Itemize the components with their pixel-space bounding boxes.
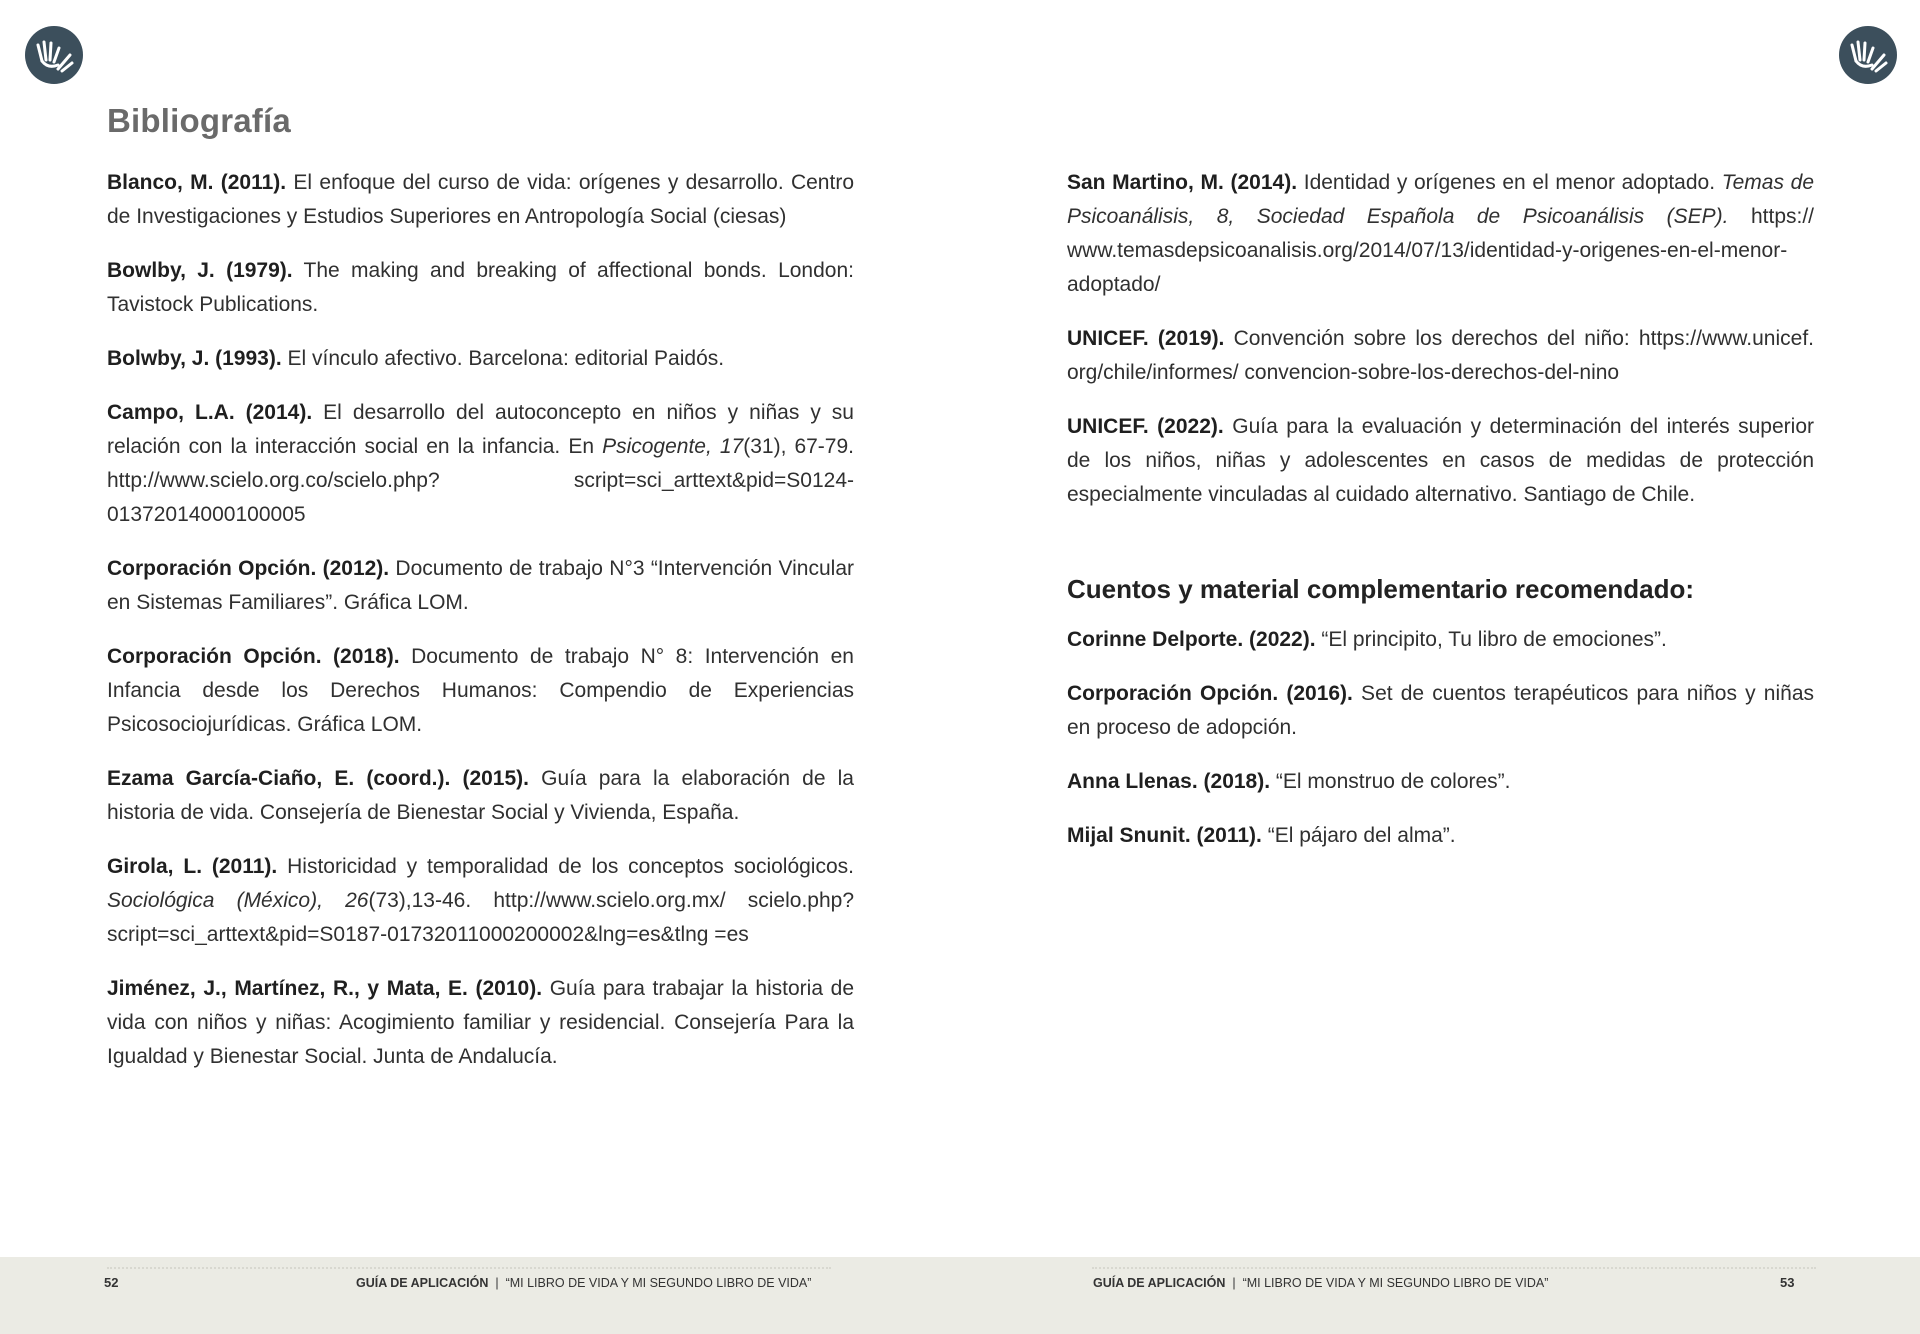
bibliography-entry <box>1067 819 1814 853</box>
book-title: “MI LIBRO DE VIDA Y MI SEGUNDO LIBRO DE VIDA” <box>505 1276 812 1290</box>
bibliography-entry <box>1067 623 1814 657</box>
entry-author: Anna Llenas. (2018). <box>1067 770 1271 793</box>
entry-author: Mijal Snunit. (2011). <box>1067 824 1262 847</box>
entry-text: “El pájaro del alma”. <box>1261 824 1456 847</box>
page-number-right: 53 <box>1780 1275 1795 1290</box>
bibliography-entry <box>107 762 854 830</box>
entry-text: El enfoque del curso de vida: orígenes y desarrollo. Centro de Investigaciones y Estudios Superiores en Antropología Social (ciesas) <box>107 171 854 228</box>
entry-author: Bowlby, J. (1979). <box>107 259 293 282</box>
entry-author: UNICEF. (2019). <box>1067 327 1225 350</box>
page-number-left: 52 <box>104 1275 119 1290</box>
separator: | <box>1232 1276 1236 1290</box>
bibliography-entry <box>107 166 854 234</box>
entry-text: Identidad y orígenes en el menor adoptado. <box>1297 171 1722 194</box>
entry-source: Sociológica (México), 26 <box>107 889 369 912</box>
entry-text: Guía para trabajar la historia de vida con niños y niñas: Acogimiento familiar y residencial. Consejería Para la Igualdad y Bienestar Social. Junta de Andalucía. <box>107 977 855 1068</box>
bibliography-entry <box>107 254 854 322</box>
entry-text: The making and breaking of affectional bonds. London: Tavistock Publications. <box>107 259 854 316</box>
bibliography-list-left <box>107 166 854 1094</box>
entry-author: Campo, L.A. (2014). <box>107 401 313 424</box>
entry-text: El desarrollo del autoconcepto en niños y niñas y su relación con la interacción social en la infancia. En <box>107 401 854 458</box>
entry-text: Documento de trabajo N° 8: Intervención en Infancia desde los Derechos Humanos: Compendio de Experiencias Psicosociojurídicas. Gráfica LOM. <box>107 645 854 736</box>
entry-text: Convención sobre los derechos del niño: https://www.unicef. org/chile/informes/ convencion-sobre-los-derechos-del-nino <box>1067 327 1815 384</box>
bibliography-entry <box>107 396 854 532</box>
entry-author: Girola, L. (2011). <box>107 855 278 878</box>
bibliography-entry <box>1067 765 1814 799</box>
footer <box>0 1257 1920 1334</box>
footer-divider <box>107 1267 831 1269</box>
recommended-heading: Cuentos y material complementario recomendado: <box>1067 574 1695 604</box>
recommended-list <box>1067 623 1814 853</box>
entry-text: Guía para la evaluación y determinación del interés superior de los niños, niñas y adolescentes en casos de medidas de protección especialmente vinculadas al cuidado alternativo. Santiago de Chile. <box>1067 415 1815 506</box>
entry-author: Jiménez, J., Martínez, R., y Mata, E. (2010). <box>107 977 543 1000</box>
guide-label: GUÍA DE APLICACIÓN <box>1093 1276 1226 1290</box>
entry-text: https:// www.temasdepsicoanalisis.org/2014/07/13/identidad-y-origenes-en-el-menor-adoptado/ <box>1067 205 1814 296</box>
entry-source: Temas de Psicoanálisis, 8, Sociedad Española de Psicoanálisis (SEP). <box>1067 171 1814 228</box>
entry-text: Set de cuentos terapéuticos para niños y niñas en proceso de adopción. <box>1067 682 1814 739</box>
bibliography-entry <box>107 552 854 620</box>
entry-text: Documento de trabajo N°3 “Intervención Vincular en Sistemas Familiares”. Gráfica LOM. <box>107 557 854 614</box>
entry-text: (73),13-46. http://www.scielo.org.mx/ scielo.php?script=sci_arttext&pid=S0187-01732011000200002&lng=es&tlng =es <box>107 889 855 946</box>
entry-text: “El monstruo de colores”. <box>1270 770 1511 793</box>
entry-author: Bolwby, J. (1993). <box>107 347 282 370</box>
bibliography-entry <box>1067 410 1814 512</box>
entry-source: Psicogente, 17 <box>602 435 744 458</box>
entry-author: UNICEF. (2022). <box>1067 415 1224 438</box>
entry-text: (31), 67-79. http://www.scielo.org.co/scielo.php? script=sci_arttext&pid=S0124-01372014000100005 <box>107 435 854 526</box>
entry-author: Ezama García-Ciaño, E. (coord.). (2015). <box>107 767 529 790</box>
hands-logo-icon <box>1839 26 1897 84</box>
separator: | <box>495 1276 499 1290</box>
entry-author: Blanco, M. (2011). <box>107 171 287 194</box>
entry-author: Corporación Opción. (2016). <box>1067 682 1353 705</box>
bibliography-entry <box>107 640 854 742</box>
guide-label: GUÍA DE APLICACIÓN <box>356 1276 489 1290</box>
entry-text: Historicidad y temporalidad de los conceptos sociológicos. <box>277 855 854 878</box>
running-header-right <box>1093 1276 1548 1290</box>
entry-author: Corporación Opción. (2018). <box>107 645 400 668</box>
bibliography-entry <box>107 850 854 952</box>
entry-author: Corporación Opción. (2012). <box>107 557 390 580</box>
book-title: “MI LIBRO DE VIDA Y MI SEGUNDO LIBRO DE VIDA” <box>1242 1276 1549 1290</box>
entry-text: Guía para la elaboración de la historia de vida. Consejería de Bienestar Social y Vivienda, España. <box>107 767 854 824</box>
bibliography-entry <box>107 972 854 1074</box>
bibliography-entry <box>1067 322 1814 390</box>
entry-author: Corinne Delporte. (2022). <box>1067 628 1316 651</box>
bibliography-list-right <box>1067 166 1814 873</box>
entry-text: “El principito, Tu libro de emociones”. <box>1315 628 1667 651</box>
hands-logo-icon <box>25 26 83 84</box>
bibliography-entry <box>1067 166 1814 302</box>
bibliography-entry <box>1067 677 1814 745</box>
page-title: Bibliografía <box>107 102 291 139</box>
footer-divider <box>1092 1267 1816 1269</box>
running-header-left <box>356 1276 811 1290</box>
entry-author: San Martino, M. (2014). <box>1067 171 1298 194</box>
entry-text: El vínculo afectivo. Barcelona: editorial Paidós. <box>281 347 725 370</box>
bibliography-entry <box>107 342 854 376</box>
